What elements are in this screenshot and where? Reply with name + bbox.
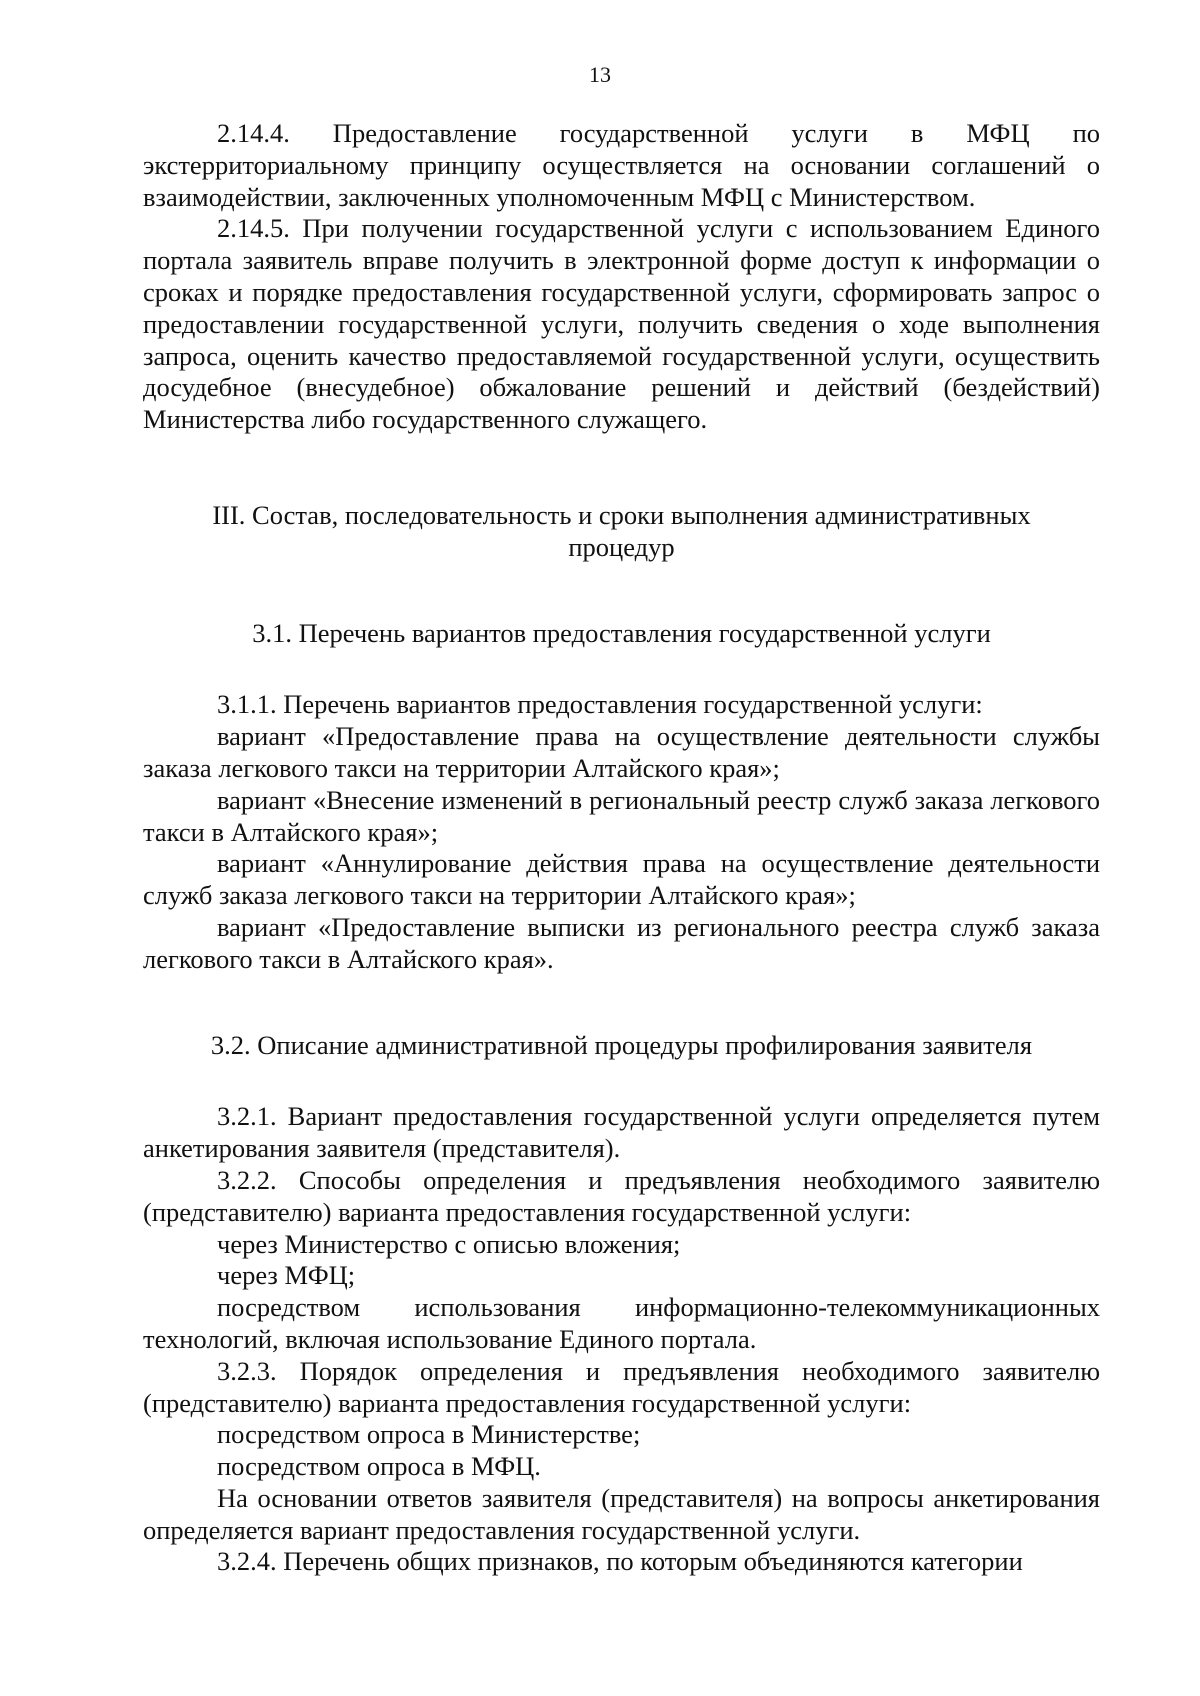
- paragraph-variant-2: вариант «Внесение изменений в региональный реестр служб заказа легкового такси в Алтайского края»;: [143, 784, 1100, 847]
- paragraph-3-2-2: 3.2.2. Способы определения и предъявления необходимого заявителю (представителю) варианта предоставления государственной услуги:: [143, 1164, 1100, 1227]
- paragraph-3-1-1: 3.1.1. Перечень вариантов предоставления государственной услуги:: [217, 689, 983, 720]
- paragraph-2-14-5: 2.14.5. При получении государственной услуги с использованием Единого портала заявитель вправе получить в электронной форме доступ к информации о сроках и порядке предоставления государственной услуги, сформировать запрос о предоставлении государственной услуги, получить сведения о ходе выполнения запроса, оценить качество предоставляемой государственной услуги, осуществить досудебное (внесудебное) обжалование решений и действий (бездействий) Министерства либо государственного служащего.: [143, 213, 1100, 435]
- paragraph-survey-mfc: посредством опроса в МФЦ.: [217, 1451, 541, 1482]
- paragraph-survey-ministry: посредством опроса в Министерстве;: [217, 1419, 641, 1450]
- paragraph-via-ict: посредством использования информационно-телекоммуникационных технологий, включая использование Единого портала.: [143, 1292, 1100, 1354]
- document-body: [143, 118, 1100, 1578]
- paragraph-3-2-1: 3.2.1. Вариант предоставления государственной услуги определяется путем анкетирования заявителя (представителя).: [143, 1101, 1100, 1164]
- paragraph-via-mfc: через МФЦ;: [217, 1260, 356, 1291]
- paragraph-based-on-answers: На основании ответов заявителя (представителя) на вопросы анкетирования определяется вариант предоставления государственной услуги.: [143, 1482, 1100, 1545]
- subsection-heading-3-2: 3.2. Описание административной процедуры профилирования заявителя: [210, 1029, 1033, 1060]
- paragraph-variant-1: вариант «Предоставление права на осуществление деятельности службы заказа легкового такси на территории Алтайского края»;: [143, 721, 1100, 783]
- section-heading-3-text: III. Состав, последовательность и сроки выполнения административных процедур: [212, 499, 1031, 562]
- subsection-heading-3-1: 3.1. Перечень вариантов предоставления государственной услуги: [252, 617, 991, 648]
- paragraph-3-2-3: 3.2.3. Порядок определения и предъявления необходимого заявителю (представителю) варианта предоставления государственной услуги:: [143, 1355, 1100, 1418]
- section-heading-3: [143, 500, 1100, 564]
- paragraph-3-2-4: 3.2.4. Перечень общих признаков, по которым объединяются категории: [217, 1546, 1023, 1577]
- paragraph-variant-4: вариант «Предоставление выписки из регионального реестра служб заказа легкового такси в Алтайского края».: [143, 911, 1100, 974]
- paragraph-variant-3: вариант «Аннулирование действия права на осуществление деятельности служб заказа легкового такси на территории Алтайского края»;: [143, 848, 1100, 911]
- paragraph-2-14-4: 2.14.4. Предоставление государственной услуги в МФЦ по экстерриториальному принципу осуществляется на основании соглашений о взаимодействии, заключенных уполномоченным МФЦ с Министерством.: [143, 118, 1100, 212]
- paragraph-via-ministry: через Министерство с описью вложения;: [217, 1228, 681, 1259]
- page-number: 13: [589, 62, 611, 87]
